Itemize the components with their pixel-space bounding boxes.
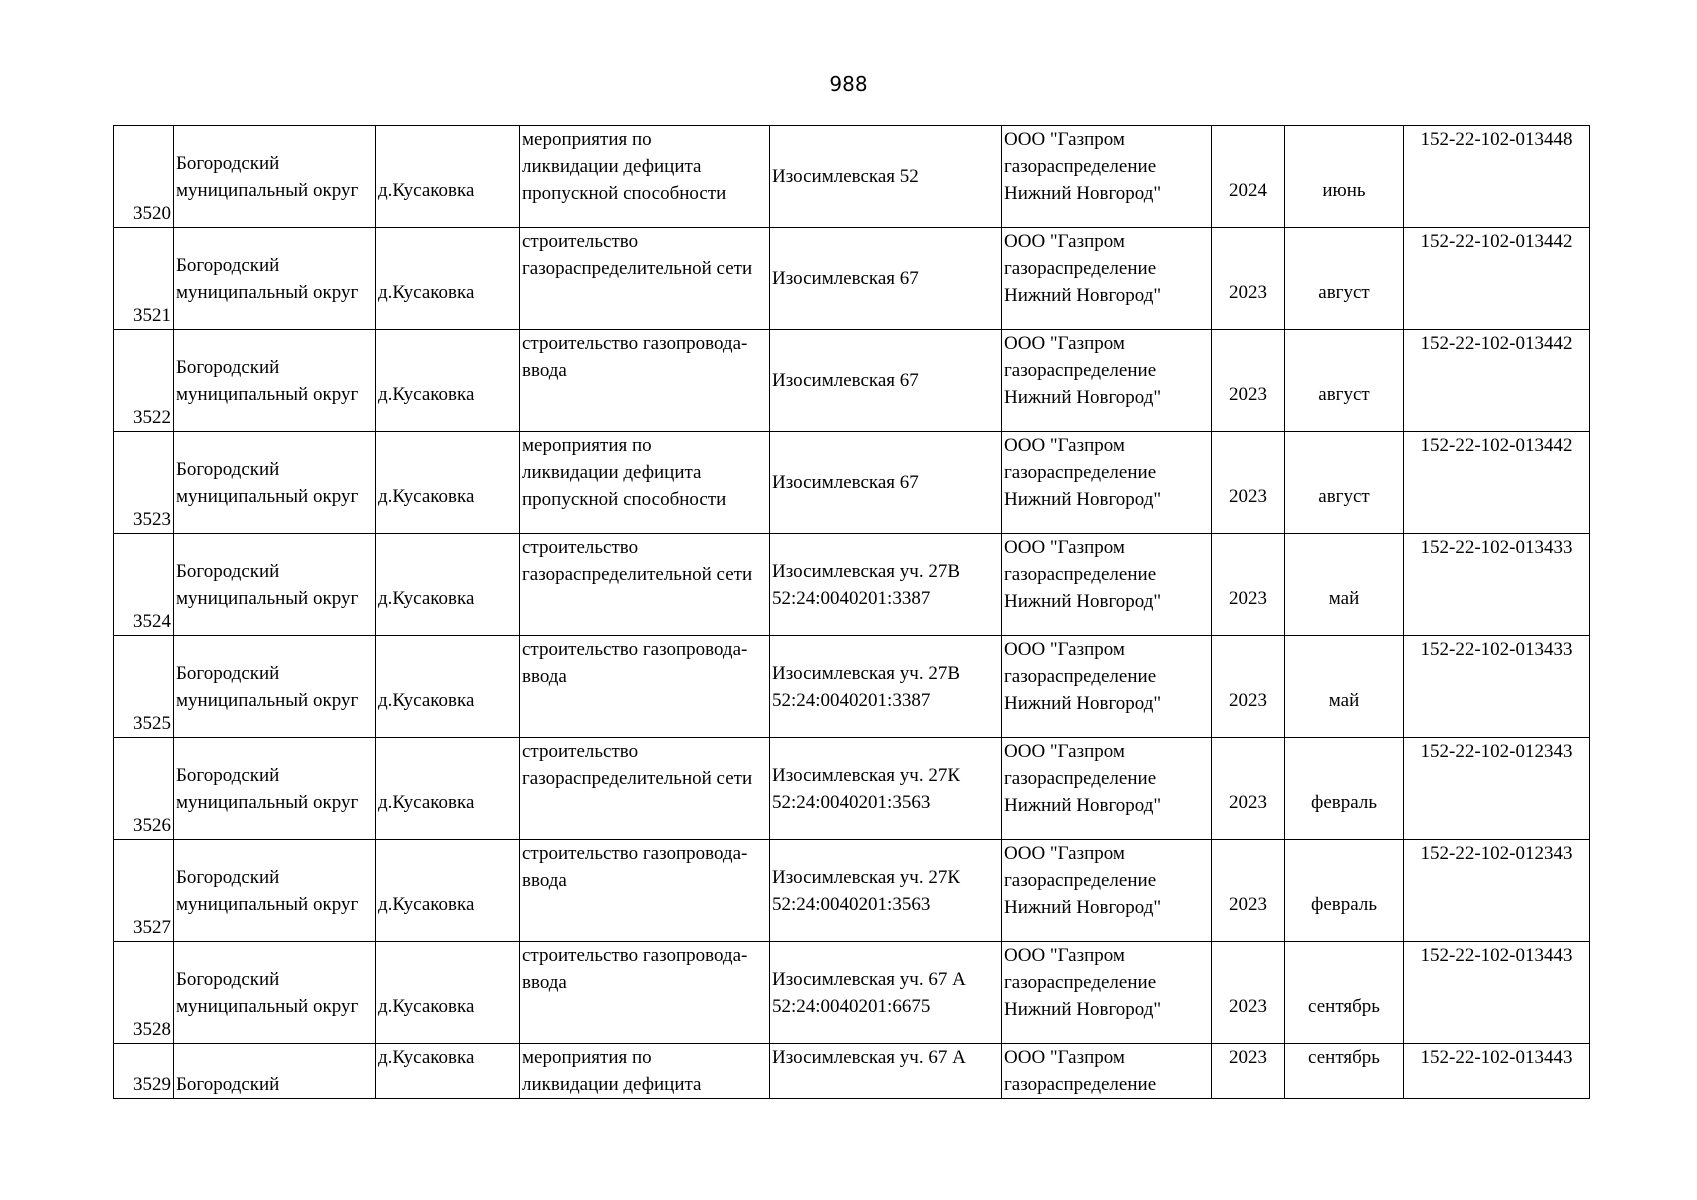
organization-cell: ООО "Газпром газораспределение Нижний Новгород"	[1002, 126, 1212, 228]
work-type-cell: строительство газопровода- ввода	[520, 636, 770, 738]
code-cell: 152-22-102-012343	[1404, 840, 1590, 942]
village-cell: д.Кусаковка	[376, 432, 520, 534]
address-cell: Изосимлевская уч. 27К 52:24:0040201:3563	[770, 840, 1002, 942]
table-row	[114, 1044, 1590, 1099]
village-cell: д.Кусаковка	[376, 738, 520, 840]
row-number: 3520	[114, 126, 174, 228]
code-cell: 152-22-102-013442	[1404, 228, 1590, 330]
table-row	[114, 738, 1590, 840]
code-cell: 152-22-102-013448	[1404, 126, 1590, 228]
district-cell: Богородский муниципальный округ	[174, 432, 376, 534]
page-number: 988	[829, 72, 868, 96]
address-cell: Изосимлевская 67	[770, 228, 1002, 330]
organization-cell: ООО "Газпром газораспределение	[1002, 1044, 1212, 1099]
district-cell: Богородский муниципальный округ	[174, 942, 376, 1044]
address-cell: Изосимлевская уч. 67 А 52:24:0040201:6675	[770, 942, 1002, 1044]
month-cell: август	[1285, 228, 1404, 330]
month-cell: февраль	[1285, 738, 1404, 840]
village-cell: д.Кусаковка	[376, 840, 520, 942]
month-cell: июнь	[1285, 126, 1404, 228]
work-type-cell: строительство газопровода- ввода	[520, 840, 770, 942]
month-cell: сентябрь	[1285, 942, 1404, 1044]
row-number: 3526	[114, 738, 174, 840]
village-cell: д.Кусаковка	[376, 330, 520, 432]
year-cell: 2023	[1212, 432, 1285, 534]
code-cell: 152-22-102-013442	[1404, 432, 1590, 534]
code-cell: 152-22-102-013442	[1404, 330, 1590, 432]
organization-cell: ООО "Газпром газораспределение Нижний Новгород"	[1002, 636, 1212, 738]
work-type-cell: строительство газораспределительной сети	[520, 534, 770, 636]
row-number: 3523	[114, 432, 174, 534]
year-cell: 2023	[1212, 330, 1285, 432]
table-row	[114, 534, 1590, 636]
address-cell: Изосимлевская 67	[770, 330, 1002, 432]
organization-cell: ООО "Газпром газораспределение Нижний Новгород"	[1002, 330, 1212, 432]
month-cell: август	[1285, 432, 1404, 534]
village-cell: д.Кусаковка	[376, 942, 520, 1044]
year-cell: 2023	[1212, 534, 1285, 636]
year-cell: 2023	[1212, 228, 1285, 330]
table-row	[114, 228, 1590, 330]
code-cell: 152-22-102-013443	[1404, 942, 1590, 1044]
address-cell: Изосимлевская уч. 67 А	[770, 1044, 1002, 1099]
work-type-cell: строительство газораспределительной сети	[520, 738, 770, 840]
organization-cell: ООО "Газпром газораспределение Нижний Новгород"	[1002, 942, 1212, 1044]
organization-cell: ООО "Газпром газораспределение Нижний Новгород"	[1002, 840, 1212, 942]
row-number: 3522	[114, 330, 174, 432]
address-cell: Изосимлевская 67	[770, 432, 1002, 534]
district-cell: Богородский	[174, 1044, 376, 1099]
address-cell: Изосимлевская 52	[770, 126, 1002, 228]
table-row	[114, 942, 1590, 1044]
year-cell: 2023	[1212, 840, 1285, 942]
village-cell: д.Кусаковка	[376, 228, 520, 330]
code-cell: 152-22-102-013443	[1404, 1044, 1590, 1099]
table-row	[114, 126, 1590, 228]
register-table	[113, 125, 1590, 1099]
work-type-cell: строительство газораспределительной сети	[520, 228, 770, 330]
table-row	[114, 432, 1590, 534]
row-number: 3521	[114, 228, 174, 330]
work-type-cell: строительство газопровода- ввода	[520, 942, 770, 1044]
table-row	[114, 840, 1590, 942]
address-cell: Изосимлевская уч. 27В 52:24:0040201:3387	[770, 636, 1002, 738]
district-cell: Богородский муниципальный округ	[174, 840, 376, 942]
village-cell: д.Кусаковка	[376, 534, 520, 636]
village-cell: д.Кусаковка	[376, 126, 520, 228]
month-cell: май	[1285, 534, 1404, 636]
year-cell: 2024	[1212, 126, 1285, 228]
row-number: 3528	[114, 942, 174, 1044]
code-cell: 152-22-102-013433	[1404, 534, 1590, 636]
row-number: 3524	[114, 534, 174, 636]
work-type-cell: строительство газопровода- ввода	[520, 330, 770, 432]
month-cell: август	[1285, 330, 1404, 432]
organization-cell: ООО "Газпром газораспределение Нижний Новгород"	[1002, 432, 1212, 534]
district-cell: Богородский муниципальный округ	[174, 738, 376, 840]
year-cell: 2023	[1212, 636, 1285, 738]
work-type-cell: мероприятия по ликвидации дефицита пропускной способности	[520, 126, 770, 228]
district-cell: Богородский муниципальный округ	[174, 636, 376, 738]
organization-cell: ООО "Газпром газораспределение Нижний Новгород"	[1002, 738, 1212, 840]
work-type-cell: мероприятия по ликвидации дефицита	[520, 1044, 770, 1099]
village-cell: д.Кусаковка	[376, 636, 520, 738]
row-number: 3525	[114, 636, 174, 738]
month-cell: февраль	[1285, 840, 1404, 942]
code-cell: 152-22-102-012343	[1404, 738, 1590, 840]
month-cell: сентябрь	[1285, 1044, 1404, 1099]
district-cell: Богородский муниципальный округ	[174, 534, 376, 636]
table-row	[114, 330, 1590, 432]
year-cell: 2023	[1212, 738, 1285, 840]
organization-cell: ООО "Газпром газораспределение Нижний Новгород"	[1002, 228, 1212, 330]
work-type-cell: мероприятия по ликвидации дефицита пропускной способности	[520, 432, 770, 534]
district-cell: Богородский муниципальный округ	[174, 126, 376, 228]
table-row	[114, 636, 1590, 738]
row-number: 3529	[114, 1044, 174, 1099]
row-number: 3527	[114, 840, 174, 942]
address-cell: Изосимлевская уч. 27В 52:24:0040201:3387	[770, 534, 1002, 636]
code-cell: 152-22-102-013433	[1404, 636, 1590, 738]
year-cell: 2023	[1212, 942, 1285, 1044]
organization-cell: ООО "Газпром газораспределение Нижний Новгород"	[1002, 534, 1212, 636]
district-cell: Богородский муниципальный округ	[174, 330, 376, 432]
address-cell: Изосимлевская уч. 27К 52:24:0040201:3563	[770, 738, 1002, 840]
year-cell: 2023	[1212, 1044, 1285, 1099]
district-cell: Богородский муниципальный округ	[174, 228, 376, 330]
month-cell: май	[1285, 636, 1404, 738]
village-cell: д.Кусаковка	[376, 1044, 520, 1099]
